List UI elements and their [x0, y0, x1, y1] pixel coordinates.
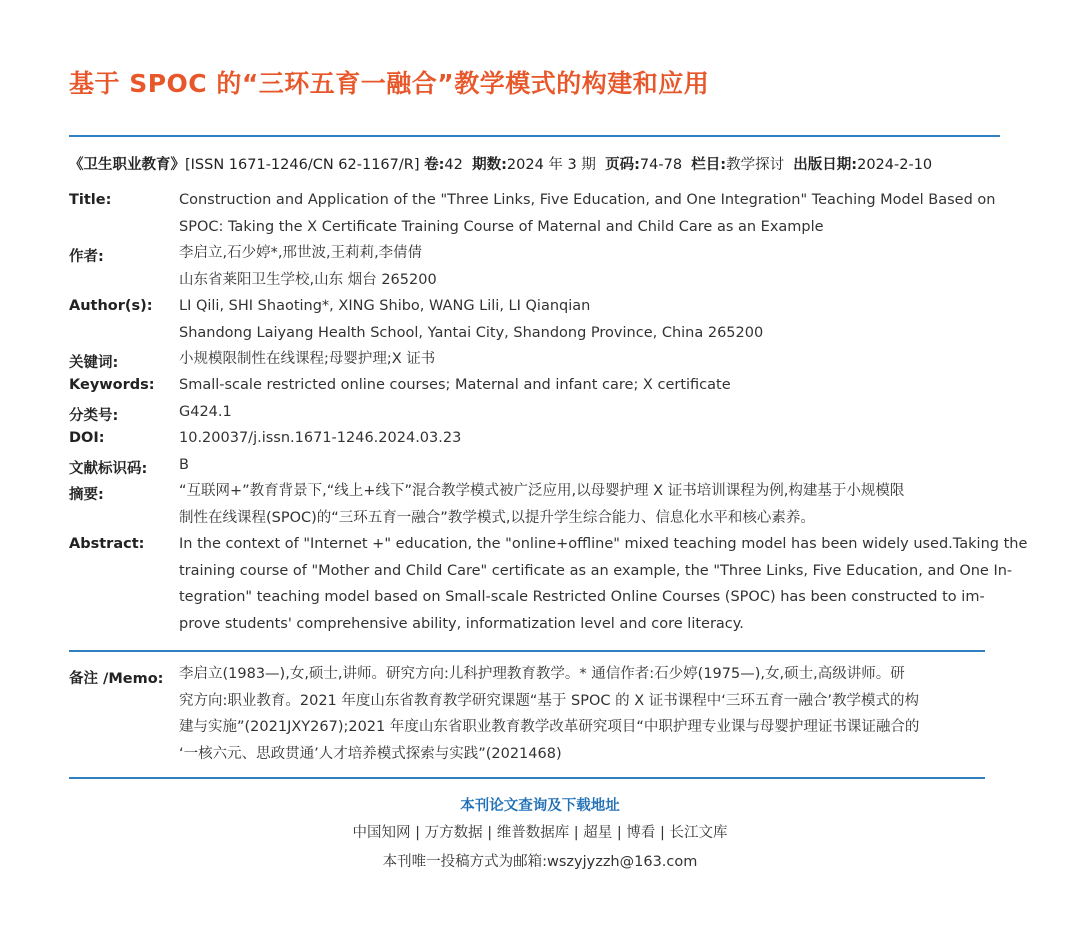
field-value-line: 李启立,石少婷*,邢世波,王莉莉,李倩倩	[179, 245, 423, 261]
bottom-divider	[69, 777, 985, 779]
field-label: Keywords:	[69, 377, 155, 393]
footer-heading: 本刊论文查询及下载地址	[460, 798, 620, 814]
field-value-line: B	[179, 457, 189, 473]
field-label: Author(s):	[69, 298, 153, 314]
field-label: 文献标识码:	[69, 461, 148, 477]
field-value-line: 山东省莱阳卫生学校,山东 烟台 265200	[179, 271, 437, 288]
journal-name: 《卫生职业教育》	[69, 157, 185, 173]
memo-label: 备注 /Memo:	[69, 671, 164, 687]
doi-value: 10.20037/j.issn.1671-1246.2024.03.23	[179, 430, 462, 446]
field-value-line: In the context of "Internet +" education, the "online+offline" mixed teaching model has been widely used.Taking the	[179, 536, 1028, 552]
database-list: 中国知网 | 万方数据 | 维普数据库 | 超星 | 博看 | 长江文库	[352, 825, 728, 841]
field-value-line: tegration" teaching model based on Small-scale Restricted Online Courses (SPOC) has been constructed to im-	[179, 589, 985, 605]
field-value-line: 制性在线课程(SPOC)的“三环五育一融合”教学模式,以提升学生综合能力、信息化水平和核心素养。	[179, 509, 815, 526]
field-label: 分类号:	[69, 408, 119, 424]
field-label: Abstract:	[69, 536, 145, 552]
memo-text	[179, 661, 999, 767]
field-value-line: prove students' comprehensive ability, informatization level and core literacy.	[179, 615, 744, 632]
field-value-line: 小规模限制性在线课程;母婴护理;X 证书	[179, 351, 436, 367]
submission-email: 本刊唯一投稿方式为邮箱:wszyjyzzh@163.com	[382, 854, 698, 870]
issue: 2024 年 3 期	[506, 157, 596, 173]
issue-label: 期数:	[472, 157, 507, 173]
column-label: 栏目:	[691, 157, 727, 173]
pages: 74-78	[639, 157, 683, 173]
article-title: 基于 SPOC 的“三环五育一融合”教学模式的构建和应用	[69, 69, 710, 98]
field-value-line: SPOC: Taking the X Certificate Training Course of Maternal and Child Care as an Example	[179, 218, 824, 235]
field-value-line: training course of "Mother and Child Care" certificate as an example, the "Three Links, Five Education, and One In-	[179, 562, 1013, 579]
field-value-line: “互联网+”教育背景下,“线上+线下”混合教学模式被广泛应用,以母婴护理 X 证书培训课程为例,构建基于小规模限	[179, 483, 905, 499]
citation-line	[69, 153, 932, 174]
pages-label: 页码:	[605, 157, 640, 173]
field-label: Title:	[69, 192, 112, 208]
volume-label: 卷:	[424, 157, 445, 173]
issn: [ISSN 1671-1246/CN 62-1167/R]	[185, 157, 420, 173]
middle-divider	[69, 650, 985, 652]
volume: 42	[444, 157, 463, 173]
top-divider	[69, 135, 1000, 137]
memo-line: 究方向:职业教育。2021 年度山东省教育教学研究课题“基于 SPOC 的 X 证书课程中‘三环五育一融合’教学模式的构	[179, 692, 919, 709]
field-value-line: Shandong Laiyang Health School, Yantai City, Shandong Province, China 265200	[179, 324, 764, 341]
field-label: 作者:	[69, 249, 104, 265]
memo-line: 建与实施”(2021JXY267);2021 年度山东省职业教育教学改革研究项目“中职护理专业课与母婴护理证书课证融合的	[179, 719, 920, 735]
field-value-line: Small-scale restricted online courses; Maternal and infant care; X certificate	[179, 377, 731, 393]
memo-line: 李启立(1983—),女,硕士,讲师。研究方向:儿科护理教育教学。* 通信作者:石少婷(1975—),女,硕士,高级讲师。研	[179, 666, 905, 682]
memo-line: ‘一核六元、思政贯通’人才培养模式探索与实践”(2021468)	[179, 745, 562, 762]
field-label: DOI:	[69, 430, 105, 446]
field-value-line: Construction and Application of the "Three Links, Five Education, and One Integration" Teaching Model Based on	[179, 192, 996, 208]
column: 教学探讨	[726, 157, 785, 173]
publish-date: 2024-2-10	[857, 157, 933, 173]
field-value-line: G424.1	[179, 404, 232, 420]
field-value-line: LI Qili, SHI Shaoting*, XING Shibo, WANG Lili, LI Qianqian	[179, 298, 591, 314]
field-label: 关键词:	[69, 355, 119, 371]
field-label: 摘要:	[69, 487, 104, 503]
date-label: 出版日期:	[793, 157, 858, 173]
